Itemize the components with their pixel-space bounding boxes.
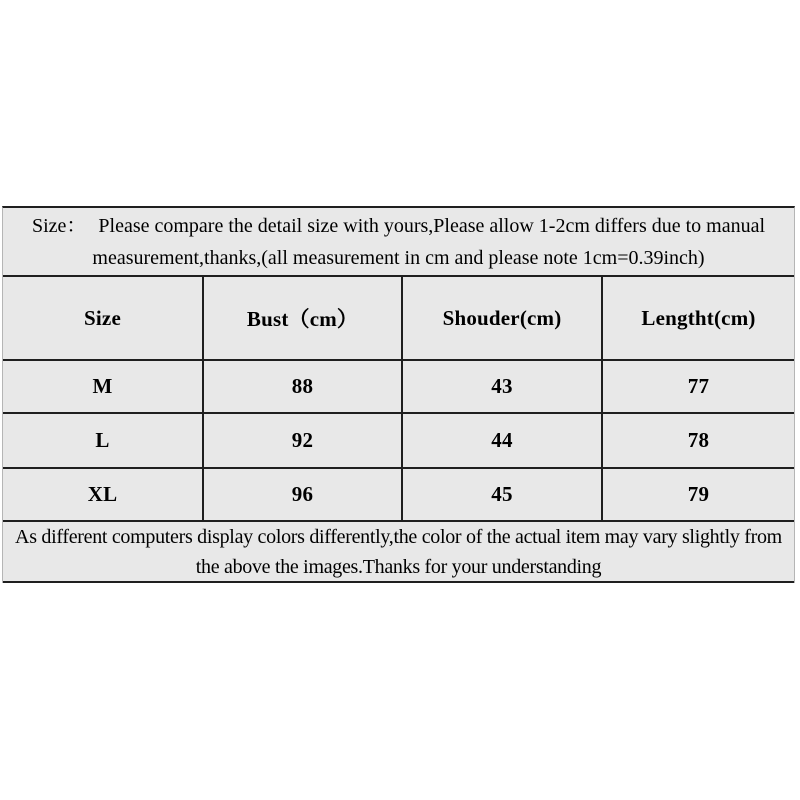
table-row-l [3,414,794,469]
size-value-l: L [95,428,110,452]
shoulder-value-l: 44 [401,414,601,467]
size-value-xl: XL [87,482,118,506]
header-cell-size: Size [84,305,121,330]
shoulder-value-m: 43 [401,361,601,412]
table-row-xl [3,469,794,522]
header-cell-shoulder: Shouder(cm) [401,277,601,359]
shoulder-value-xl: 45 [401,469,601,520]
size-note-row [3,208,794,277]
bust-value-m: 88 [202,361,401,412]
table-row-m [3,361,794,414]
length-value-xl: 79 [601,469,794,520]
size-chart-table [2,206,795,583]
size-note-text-line2: measurement,thanks,(all measurement in cm and please note 1cm=0.39inch) [92,246,705,269]
length-value-m: 77 [601,361,794,412]
header-cell-bust: Bust（cm） [202,277,401,359]
size-value-m: M [92,374,113,398]
table-header-row [3,277,794,361]
bust-value-l: 92 [202,414,401,467]
size-note-text-line1: Please compare the detail size with yours,Please allow 1-2cm differs due to manual [98,214,766,237]
size-note-label: Size： [31,214,87,237]
color-disclaimer-line2: the above the images.Thanks for your understanding [195,555,602,578]
length-value-l: 78 [601,414,794,467]
size-note-line1 [3,210,794,242]
color-disclaimer-line1: As different computers display colors differently,the color of the actual item may vary slightly from [15,525,782,548]
bust-value-xl: 96 [202,469,401,520]
header-cell-length: Lengtht(cm) [601,277,794,359]
color-disclaimer-row [3,522,794,583]
